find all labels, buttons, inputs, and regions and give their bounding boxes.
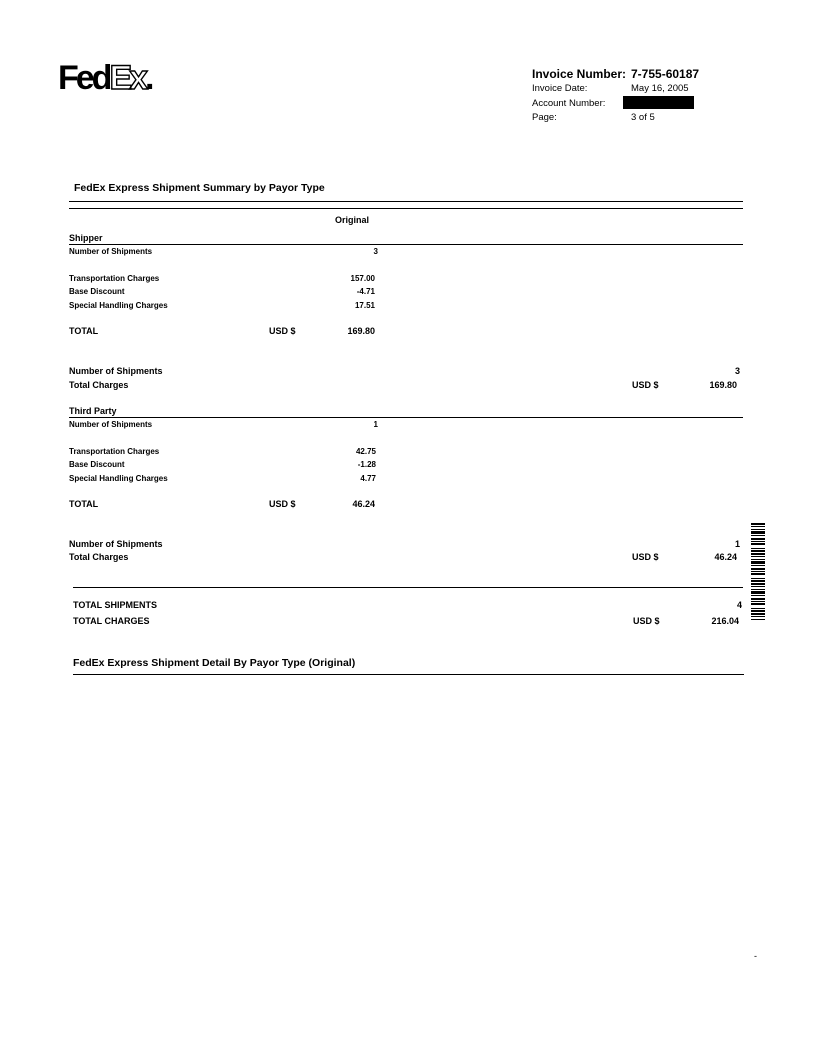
barcode-bar	[751, 529, 765, 530]
barcode-bar	[751, 538, 765, 540]
barcode-bar	[751, 608, 765, 609]
shipper-num-shipments: 3	[373, 247, 378, 256]
barcode-bar	[751, 578, 765, 579]
page-number: 3 of 5	[631, 112, 655, 123]
barcode-bar	[751, 603, 765, 605]
shipper-line-label: Transportation Charges	[69, 274, 160, 283]
invoice-date-label: Invoice Date:	[532, 83, 588, 94]
third-party-total-value: 46.24	[352, 499, 375, 509]
barcode-bar	[751, 523, 765, 525]
third-party-line-value: 4.77	[360, 474, 376, 483]
total-shipments: 4	[736, 600, 742, 610]
barcode-bar	[751, 550, 765, 552]
account-number-redacted	[623, 96, 694, 109]
third-party-num-shipments-label: Number of Shipments	[69, 420, 153, 429]
third-party-line-label: Transportation Charges	[69, 447, 160, 456]
barcode-bar	[751, 531, 765, 534]
barcode-bar	[751, 568, 765, 570]
barcode-bar	[751, 591, 765, 594]
barcode-bar	[751, 553, 765, 555]
title-rule-1	[69, 201, 743, 202]
title-rule-2	[69, 208, 743, 209]
shipper-total-value: 169.80	[347, 326, 375, 336]
shipper-summary-currency: USD $	[632, 380, 659, 390]
total-charges-label: TOTAL CHARGES	[73, 616, 150, 626]
barcode-bar	[751, 610, 765, 612]
shipper-line-value: 17.51	[354, 301, 375, 310]
barcode-bar	[751, 613, 765, 615]
third-party-total-label: TOTAL	[69, 499, 99, 509]
barcode-bar	[751, 616, 765, 617]
third-party-summary-currency: USD $	[632, 552, 659, 562]
barcode-bar	[751, 565, 765, 566]
barcode-bar	[751, 559, 765, 560]
logo-ex: Ex	[109, 59, 146, 97]
barcode-bar	[751, 541, 765, 542]
column-header-original: Original	[335, 215, 370, 225]
third-party-num-shipments: 1	[373, 420, 378, 429]
footer-mark: -	[754, 951, 757, 961]
barcode-bar	[751, 573, 765, 575]
third-party-summary-shipments-label: Number of Shipments	[69, 539, 163, 549]
third-party-line-label: Base Discount	[69, 460, 125, 469]
barcode-bar	[751, 571, 765, 572]
barcode-bar	[751, 601, 765, 602]
invoice-number-label: Invoice Number:	[532, 67, 627, 81]
shipper-summary-shipments: 3	[734, 366, 740, 376]
barcode-bar	[751, 589, 765, 590]
third-party-rule	[69, 417, 743, 418]
shipper-rule	[69, 244, 743, 245]
third-party-line-value: 42.75	[355, 447, 376, 456]
third-party-total-currency: USD $	[269, 499, 296, 509]
shipper-line-value: 157.00	[350, 274, 375, 283]
third-party-summary-shipments: 1	[734, 539, 740, 549]
total-charges: 216.04	[711, 616, 739, 626]
shipper-line-label: Special Handling Charges	[69, 301, 168, 310]
barcode-bar	[751, 535, 765, 536]
barcode-bar	[751, 598, 765, 600]
detail-title: FedEx Express Shipment Detail By Payor Type (Original)	[73, 657, 356, 669]
barcode-bar	[751, 556, 765, 557]
third-party-summary-charges: 46.24	[714, 552, 737, 562]
shipper-total-currency: USD $	[269, 326, 296, 336]
shipper-num-shipments-label: Number of Shipments	[69, 247, 153, 256]
barcode-bar	[751, 586, 765, 587]
logo-dot: .	[145, 59, 152, 97]
shipper-summary-charges-label: Total Charges	[69, 380, 129, 390]
invoice-number: 7-755-60187	[631, 67, 700, 81]
summary-title: FedEx Express Shipment Summary by Payor Type	[74, 182, 325, 194]
shipper-summary-charges: 169.80	[709, 380, 737, 390]
third-party-summary-charges-label: Total Charges	[69, 552, 129, 562]
invoice-date: May 16, 2005	[631, 83, 689, 94]
page-label: Page:	[532, 112, 557, 123]
total-charges-currency: USD $	[633, 616, 660, 626]
barcode-bar	[751, 619, 765, 620]
barcode-bar	[751, 543, 765, 545]
barcode-bar	[751, 595, 765, 596]
third-party-line-label: Special Handling Charges	[69, 474, 168, 483]
barcode-bar	[751, 561, 765, 564]
total-shipments-label: TOTAL SHIPMENTS	[73, 600, 158, 610]
barcode-bar	[751, 583, 765, 585]
third-party-line-value: -1.28	[357, 460, 376, 469]
barcode	[751, 523, 765, 623]
shipper-line-value: -4.71	[356, 287, 375, 296]
section-shipper-title: Shipper	[69, 233, 103, 243]
detail-rule	[73, 674, 744, 675]
barcode-bar	[751, 580, 765, 582]
shipper-total-label: TOTAL	[69, 326, 99, 336]
barcode-bar	[751, 526, 765, 527]
shipper-line-label: Base Discount	[69, 287, 125, 296]
account-number-label: Account Number:	[532, 98, 606, 109]
logo-fed: Fed	[58, 59, 110, 97]
fedex-logo	[58, 58, 168, 98]
grand-total-rule	[73, 587, 743, 588]
barcode-bar	[751, 548, 765, 549]
section-third-party-title: Third Party	[69, 406, 117, 416]
shipper-summary-shipments-label: Number of Shipments	[69, 366, 163, 376]
